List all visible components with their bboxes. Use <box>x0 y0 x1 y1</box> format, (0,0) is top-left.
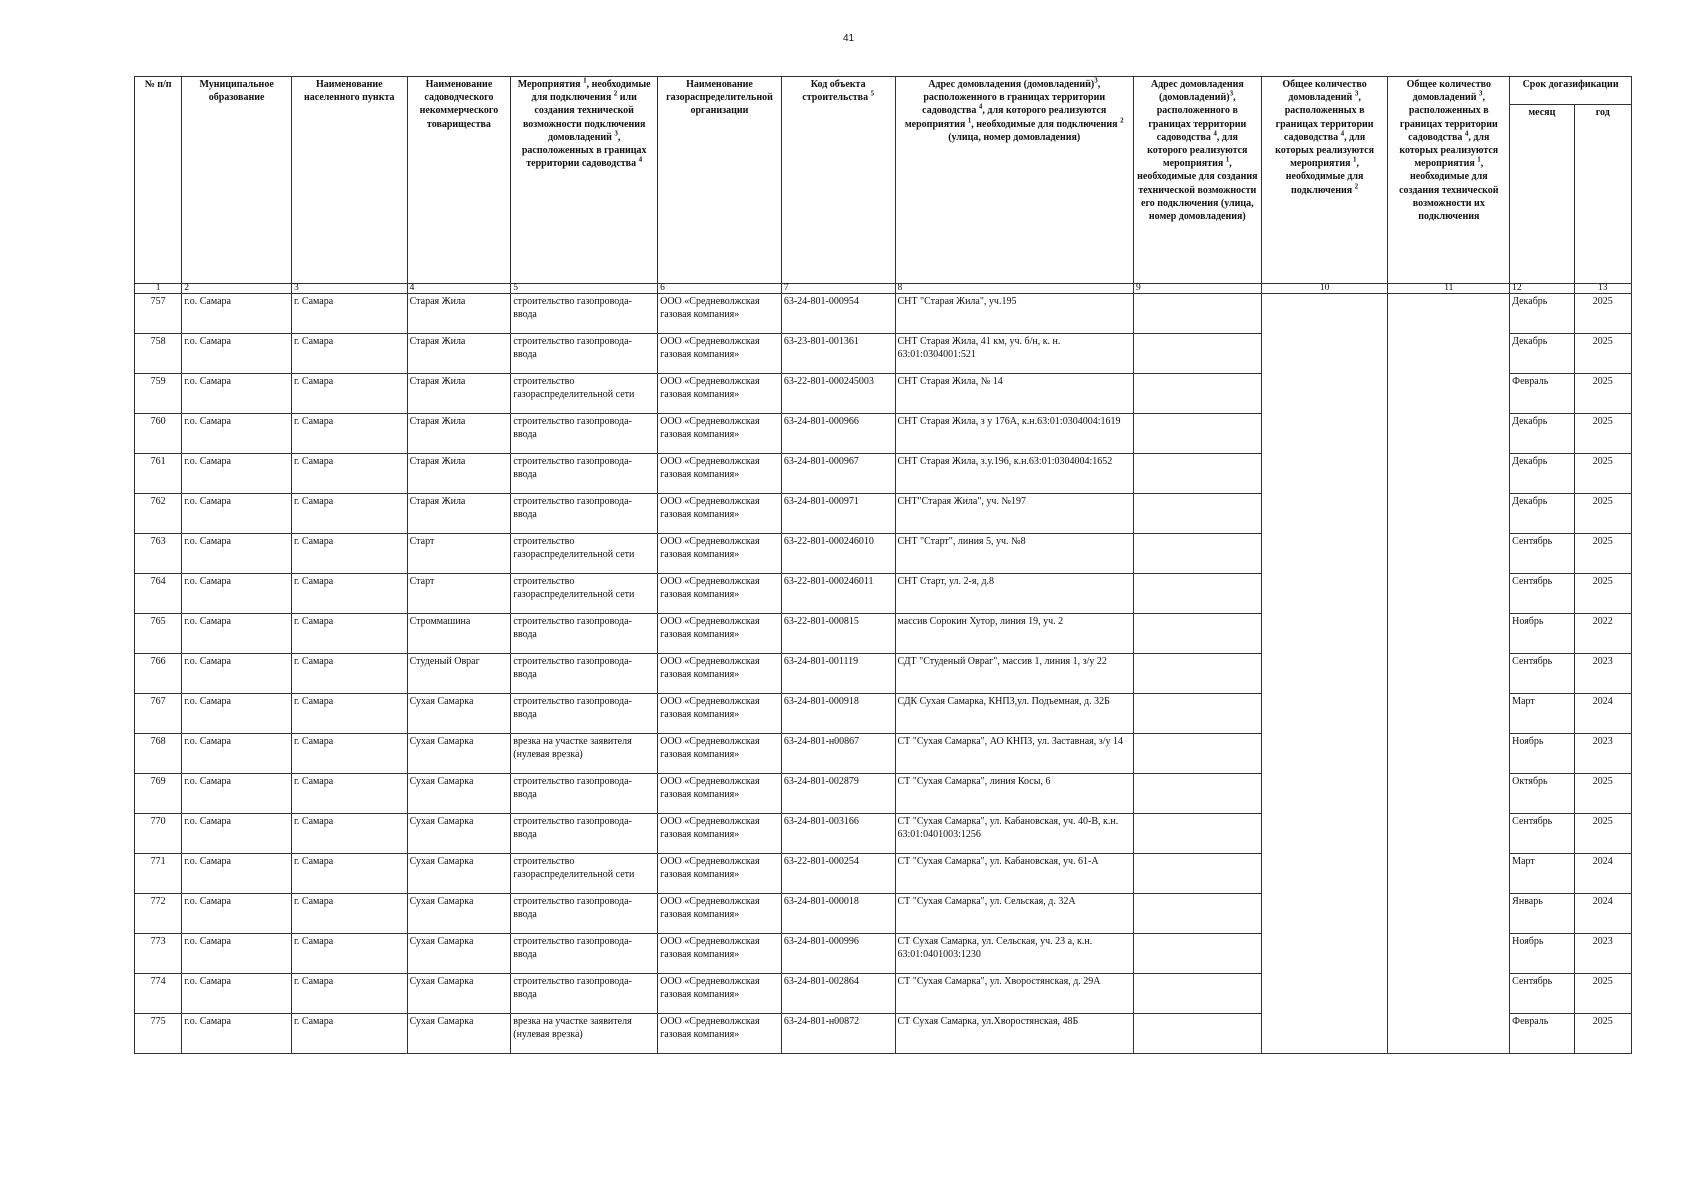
object-code-cell: 63-22-801-000246011 <box>781 574 895 614</box>
month-cell: Декабрь <box>1510 454 1574 494</box>
table-row <box>135 694 1632 734</box>
gas-organization-cell: ООО «Средневолжская газовая компания» <box>658 854 782 894</box>
municipality-cell: г.о. Самара <box>182 294 292 334</box>
settlement-cell: г. Самара <box>291 1014 407 1054</box>
year-cell: 2025 <box>1574 414 1631 454</box>
measure-cell: строительство газораспределительной сети <box>511 854 658 894</box>
count-connection-cell <box>1261 494 1388 534</box>
column-number-cell: 1 <box>135 284 182 294</box>
partnership-cell: Старая Жила <box>407 334 511 374</box>
municipality-cell: г.о. Самара <box>182 574 292 614</box>
row-number-cell: 763 <box>135 534 182 574</box>
count-technical-cell <box>1388 614 1510 654</box>
header-gasification-term: Срок догазификации <box>1510 77 1632 105</box>
partnership-cell: Строммашина <box>407 614 511 654</box>
partnership-cell: Старая Жила <box>407 374 511 414</box>
municipality-cell: г.о. Самара <box>182 454 292 494</box>
count-technical-cell <box>1388 454 1510 494</box>
measure-cell: строительство газопровода-ввода <box>511 974 658 1014</box>
row-number-cell: 775 <box>135 1014 182 1054</box>
year-cell: 2025 <box>1574 1014 1631 1054</box>
header-settlement: Наименование населенного пункта <box>291 77 407 284</box>
year-cell: 2025 <box>1574 454 1631 494</box>
object-code-cell: 63-24-801-000996 <box>781 934 895 974</box>
gas-organization-cell: ООО «Средневолжская газовая компания» <box>658 414 782 454</box>
month-cell: Декабрь <box>1510 294 1574 334</box>
table-row <box>135 294 1632 334</box>
measure-cell: строительство газопровода-ввода <box>511 814 658 854</box>
settlement-cell: г. Самара <box>291 294 407 334</box>
object-code-cell: 63-24-801-001119 <box>781 654 895 694</box>
address-technical-cell <box>1133 374 1261 414</box>
object-code-cell: 63-24-801-003166 <box>781 814 895 854</box>
settlement-cell: г. Самара <box>291 454 407 494</box>
header-municipality: Муниципальное образование <box>182 77 292 284</box>
object-code-cell: 63-24-801-000918 <box>781 694 895 734</box>
municipality-cell: г.о. Самара <box>182 774 292 814</box>
gas-organization-cell: ООО «Средневолжская газовая компания» <box>658 814 782 854</box>
municipality-cell: г.о. Самара <box>182 734 292 774</box>
settlement-cell: г. Самара <box>291 694 407 734</box>
table-row <box>135 654 1632 694</box>
measure-cell: строительство газораспределительной сети <box>511 374 658 414</box>
count-connection-cell <box>1261 534 1388 574</box>
address-technical-cell <box>1133 814 1261 854</box>
object-code-cell: 63-22-801-000246010 <box>781 534 895 574</box>
gas-organization-cell: ООО «Средневолжская газовая компания» <box>658 574 782 614</box>
partnership-cell: Сухая Самарка <box>407 854 511 894</box>
gas-organization-cell: ООО «Средневолжская газовая компания» <box>658 934 782 974</box>
municipality-cell: г.о. Самара <box>182 894 292 934</box>
gas-organization-cell: ООО «Средневолжская газовая компания» <box>658 534 782 574</box>
object-code-cell: 63-24-801-н00867 <box>781 734 895 774</box>
address-technical-cell <box>1133 774 1261 814</box>
partnership-cell: Сухая Самарка <box>407 734 511 774</box>
municipality-cell: г.о. Самара <box>182 934 292 974</box>
address-connection-cell: СДТ "Студеный Овраг", массив 1, линия 1, з/у 22 <box>895 654 1133 694</box>
partnership-cell: Сухая Самарка <box>407 894 511 934</box>
count-connection-cell <box>1261 1014 1388 1054</box>
address-technical-cell <box>1133 934 1261 974</box>
measure-cell: строительство газопровода-ввода <box>511 934 658 974</box>
count-technical-cell <box>1388 814 1510 854</box>
municipality-cell: г.о. Самара <box>182 494 292 534</box>
column-number-cell: 11 <box>1388 284 1510 294</box>
partnership-cell: Сухая Самарка <box>407 1014 511 1054</box>
count-technical-cell <box>1388 1014 1510 1054</box>
gas-organization-cell: ООО «Средневолжская газовая компания» <box>658 334 782 374</box>
count-technical-cell <box>1388 774 1510 814</box>
year-cell: 2025 <box>1574 774 1631 814</box>
table-row <box>135 854 1632 894</box>
address-technical-cell <box>1133 494 1261 534</box>
year-cell: 2025 <box>1574 374 1631 414</box>
count-technical-cell <box>1388 294 1510 334</box>
address-connection-cell: СТ Сухая Самарка, ул.Хворостянская, 48Б <box>895 1014 1133 1054</box>
count-connection-cell <box>1261 894 1388 934</box>
row-number-cell: 764 <box>135 574 182 614</box>
count-connection-cell <box>1261 694 1388 734</box>
year-cell: 2025 <box>1574 974 1631 1014</box>
object-code-cell: 63-24-801-000967 <box>781 454 895 494</box>
table-row <box>135 374 1632 414</box>
municipality-cell: г.о. Самара <box>182 1014 292 1054</box>
address-connection-cell: СТ "Сухая Самарка", ул. Кабановская, уч. 40-В, к.н. 63:01:0401003:1256 <box>895 814 1133 854</box>
measure-cell: строительство газопровода-ввода <box>511 694 658 734</box>
year-cell: 2025 <box>1574 294 1631 334</box>
table-row <box>135 534 1632 574</box>
address-connection-cell: СНТ Старая Жила, з.у.196, к.н.63:01:0304004:1652 <box>895 454 1133 494</box>
table-row <box>135 494 1632 534</box>
count-connection-cell <box>1261 854 1388 894</box>
object-code-cell: 63-23-801-001361 <box>781 334 895 374</box>
year-cell: 2025 <box>1574 534 1631 574</box>
partnership-cell: Старт <box>407 534 511 574</box>
column-number-cell: 5 <box>511 284 658 294</box>
settlement-cell: г. Самара <box>291 854 407 894</box>
address-connection-cell: СНТ Старая Жила, № 14 <box>895 374 1133 414</box>
address-technical-cell <box>1133 654 1261 694</box>
header-partnership: Наименование садоводческого некоммерческого товарищества <box>407 77 511 284</box>
table-row <box>135 1014 1632 1054</box>
object-code-cell: 63-22-801-000245003 <box>781 374 895 414</box>
municipality-cell: г.о. Самара <box>182 854 292 894</box>
partnership-cell: Старая Жила <box>407 414 511 454</box>
count-technical-cell <box>1388 734 1510 774</box>
count-connection-cell <box>1261 414 1388 454</box>
municipality-cell: г.о. Самара <box>182 414 292 454</box>
measure-cell: строительство газораспределительной сети <box>511 534 658 574</box>
row-number-cell: 762 <box>135 494 182 534</box>
header-address-technical: Адрес домовладения (домовладений)$^3$, расположенного в границах территории садоводства $^4$, для которого реализуются мероприятия $^1$, необходимые для создания технической возможности его подключения (улица, номер домовладения) <box>1133 77 1261 284</box>
gasification-table <box>134 76 1632 1054</box>
column-number-cell: 10 <box>1261 284 1388 294</box>
object-code-cell: 63-22-801-000815 <box>781 614 895 654</box>
municipality-cell: г.о. Самара <box>182 974 292 1014</box>
row-number-cell: 767 <box>135 694 182 734</box>
settlement-cell: г. Самара <box>291 814 407 854</box>
header-year: год <box>1574 105 1631 284</box>
header-measures: Мероприятия $^1$, необходимые для подключения $^2$ или создания технической возможности подключения домовладений $^3$, расположенных в границах территории садоводства $^4$ <box>511 77 658 284</box>
address-connection-cell: массив Сорокин Хутор, линия 19, уч. 2 <box>895 614 1133 654</box>
measure-cell: строительство газопровода-ввода <box>511 614 658 654</box>
month-cell: Октябрь <box>1510 774 1574 814</box>
measure-cell: строительство газопровода-ввода <box>511 294 658 334</box>
municipality-cell: г.о. Самара <box>182 374 292 414</box>
address-technical-cell <box>1133 414 1261 454</box>
row-number-cell: 760 <box>135 414 182 454</box>
gas-organization-cell: ООО «Средневолжская газовая компания» <box>658 694 782 734</box>
row-number-cell: 768 <box>135 734 182 774</box>
settlement-cell: г. Самара <box>291 534 407 574</box>
month-cell: Февраль <box>1510 1014 1574 1054</box>
address-technical-cell <box>1133 854 1261 894</box>
count-technical-cell <box>1388 694 1510 734</box>
year-cell: 2023 <box>1574 934 1631 974</box>
table-body <box>135 294 1632 1054</box>
count-connection-cell <box>1261 934 1388 974</box>
table-row <box>135 774 1632 814</box>
column-number-cell: 8 <box>895 284 1133 294</box>
settlement-cell: г. Самара <box>291 734 407 774</box>
year-cell: 2025 <box>1574 494 1631 534</box>
count-technical-cell <box>1388 974 1510 1014</box>
municipality-cell: г.о. Самара <box>182 534 292 574</box>
row-number-cell: 770 <box>135 814 182 854</box>
month-cell: Сентябрь <box>1510 654 1574 694</box>
column-number-cell: 7 <box>781 284 895 294</box>
row-number-cell: 773 <box>135 934 182 974</box>
month-cell: Декабрь <box>1510 334 1574 374</box>
column-number-cell: 13 <box>1574 284 1631 294</box>
gas-organization-cell: ООО «Средневолжская газовая компания» <box>658 494 782 534</box>
count-connection-cell <box>1261 614 1388 654</box>
address-connection-cell: СТ Сухая Самарка, ул. Сельская, уч. 23 а, к.н. 63:01:0401003:1230 <box>895 934 1133 974</box>
month-cell: Декабрь <box>1510 414 1574 454</box>
municipality-cell: г.о. Самара <box>182 334 292 374</box>
municipality-cell: г.о. Самара <box>182 814 292 854</box>
column-numbers-row <box>135 284 1632 294</box>
header-number: № п/п <box>135 77 182 284</box>
table-row <box>135 814 1632 854</box>
address-connection-cell: СТ "Сухая Самарка", ул. Хворостянская, д. 29А <box>895 974 1133 1014</box>
row-number-cell: 759 <box>135 374 182 414</box>
partnership-cell: Старая Жила <box>407 454 511 494</box>
gas-organization-cell: ООО «Средневолжская газовая компания» <box>658 294 782 334</box>
column-number-cell: 12 <box>1510 284 1574 294</box>
measure-cell: строительство газораспределительной сети <box>511 574 658 614</box>
address-technical-cell <box>1133 334 1261 374</box>
count-connection-cell <box>1261 974 1388 1014</box>
object-code-cell: 63-24-801-002879 <box>781 774 895 814</box>
address-connection-cell: СТ "Сухая Самарка", линия Косы, 6 <box>895 774 1133 814</box>
gas-organization-cell: ООО «Средневолжская газовая компания» <box>658 974 782 1014</box>
address-technical-cell <box>1133 294 1261 334</box>
count-connection-cell <box>1261 774 1388 814</box>
count-technical-cell <box>1388 414 1510 454</box>
address-technical-cell <box>1133 534 1261 574</box>
partnership-cell: Старая Жила <box>407 494 511 534</box>
settlement-cell: г. Самара <box>291 374 407 414</box>
table-row <box>135 934 1632 974</box>
header-address-connection: Адрес домовладения (домовладений)$^3$, расположенного в границах территории садоводства $^4$, для которого реализуются мероприятия $^1$, необходимые для подключения $^2$ (улица, номер домовладения) <box>895 77 1133 284</box>
column-number-cell: 4 <box>407 284 511 294</box>
settlement-cell: г. Самара <box>291 614 407 654</box>
address-technical-cell <box>1133 1014 1261 1054</box>
address-technical-cell <box>1133 614 1261 654</box>
row-number-cell: 774 <box>135 974 182 1014</box>
gas-organization-cell: ООО «Средневолжская газовая компания» <box>658 734 782 774</box>
table-row <box>135 574 1632 614</box>
month-cell: Январь <box>1510 894 1574 934</box>
row-number-cell: 758 <box>135 334 182 374</box>
object-code-cell: 63-24-801-н00872 <box>781 1014 895 1054</box>
count-technical-cell <box>1388 334 1510 374</box>
partnership-cell: Сухая Самарка <box>407 974 511 1014</box>
address-connection-cell: СТ "Сухая Самарка", ул. Кабановская, уч. 61-А <box>895 854 1133 894</box>
address-technical-cell <box>1133 894 1261 934</box>
address-connection-cell: СТ "Сухая Самарка", ул. Сельская, д. 32А <box>895 894 1133 934</box>
gas-organization-cell: ООО «Средневолжская газовая компания» <box>658 774 782 814</box>
gas-organization-cell: ООО «Средневолжская газовая компания» <box>658 454 782 494</box>
object-code-cell: 63-24-801-000971 <box>781 494 895 534</box>
header-month: месяц <box>1510 105 1574 284</box>
table-row <box>135 334 1632 374</box>
object-code-cell: 63-24-801-000954 <box>781 294 895 334</box>
address-technical-cell <box>1133 454 1261 494</box>
partnership-cell: Сухая Самарка <box>407 694 511 734</box>
column-number-cell: 9 <box>1133 284 1261 294</box>
year-cell: 2024 <box>1574 894 1631 934</box>
row-number-cell: 772 <box>135 894 182 934</box>
settlement-cell: г. Самара <box>291 414 407 454</box>
row-number-cell: 766 <box>135 654 182 694</box>
address-connection-cell: СНТ Старт, ул. 2-я, д.8 <box>895 574 1133 614</box>
settlement-cell: г. Самара <box>291 494 407 534</box>
header-object-code: Код объекта строительства $^5$ <box>781 77 895 284</box>
measure-cell: строительство газопровода-ввода <box>511 454 658 494</box>
count-technical-cell <box>1388 494 1510 534</box>
year-cell: 2025 <box>1574 814 1631 854</box>
measure-cell: строительство газопровода-ввода <box>511 494 658 534</box>
month-cell: Ноябрь <box>1510 934 1574 974</box>
month-cell: Ноябрь <box>1510 614 1574 654</box>
gas-organization-cell: ООО «Средневолжская газовая компания» <box>658 894 782 934</box>
measure-cell: строительство газопровода-ввода <box>511 654 658 694</box>
month-cell: Сентябрь <box>1510 534 1574 574</box>
settlement-cell: г. Самара <box>291 974 407 1014</box>
month-cell: Ноябрь <box>1510 734 1574 774</box>
partnership-cell: Студеный Овраг <box>407 654 511 694</box>
measure-cell: строительство газопровода-ввода <box>511 334 658 374</box>
table-row <box>135 414 1632 454</box>
month-cell: Февраль <box>1510 374 1574 414</box>
address-connection-cell: СДК Сухая Самарка, КНПЗ,ул. Подъемная, д. 32Б <box>895 694 1133 734</box>
count-connection-cell <box>1261 294 1388 334</box>
row-number-cell: 761 <box>135 454 182 494</box>
gas-organization-cell: ООО «Средневолжская газовая компания» <box>658 654 782 694</box>
count-connection-cell <box>1261 734 1388 774</box>
municipality-cell: г.о. Самара <box>182 654 292 694</box>
year-cell: 2025 <box>1574 334 1631 374</box>
header-gas-organization: Наименование газораспределительной организации <box>658 77 782 284</box>
count-technical-cell <box>1388 894 1510 934</box>
count-connection-cell <box>1261 374 1388 414</box>
month-cell: Сентябрь <box>1510 814 1574 854</box>
municipality-cell: г.о. Самара <box>182 614 292 654</box>
object-code-cell: 63-24-801-002864 <box>781 974 895 1014</box>
row-number-cell: 757 <box>135 294 182 334</box>
address-technical-cell <box>1133 734 1261 774</box>
measure-cell: строительство газопровода-ввода <box>511 774 658 814</box>
partnership-cell: Сухая Самарка <box>407 934 511 974</box>
row-number-cell: 771 <box>135 854 182 894</box>
year-cell: 2023 <box>1574 734 1631 774</box>
count-connection-cell <box>1261 574 1388 614</box>
count-technical-cell <box>1388 934 1510 974</box>
year-cell: 2023 <box>1574 654 1631 694</box>
address-connection-cell: СНТ "Старт", линия 5, уч. №8 <box>895 534 1133 574</box>
measure-cell: строительство газопровода-ввода <box>511 414 658 454</box>
table-row <box>135 974 1632 1014</box>
count-connection-cell <box>1261 654 1388 694</box>
month-cell: Март <box>1510 694 1574 734</box>
year-cell: 2024 <box>1574 694 1631 734</box>
address-connection-cell: СНТ"Старая Жила", уч. №197 <box>895 494 1133 534</box>
address-technical-cell <box>1133 694 1261 734</box>
table-row <box>135 894 1632 934</box>
measure-cell: врезка на участке заявителя (нулевая врезка) <box>511 734 658 774</box>
row-number-cell: 769 <box>135 774 182 814</box>
gas-organization-cell: ООО «Средневолжская газовая компания» <box>658 1014 782 1054</box>
month-cell: Декабрь <box>1510 494 1574 534</box>
settlement-cell: г. Самара <box>291 654 407 694</box>
column-number-cell: 6 <box>658 284 782 294</box>
address-technical-cell <box>1133 974 1261 1014</box>
header-count-technical: Общее количество домовладений $^3$, расположенных в границах территории садоводства $^4$, для которых реализуются мероприятия $^1$, необходимые для создания технической возможности их подключения <box>1388 77 1510 284</box>
header-count-connection: Общее количество домовладений $^3$, расположенных в границах территории садоводства $^4$, для которых реализуются мероприятия $^1$, необходимые для подключения $^2$ <box>1261 77 1388 284</box>
settlement-cell: г. Самара <box>291 934 407 974</box>
count-connection-cell <box>1261 334 1388 374</box>
partnership-cell: Сухая Самарка <box>407 774 511 814</box>
settlement-cell: г. Самара <box>291 894 407 934</box>
partnership-cell: Старт <box>407 574 511 614</box>
settlement-cell: г. Самара <box>291 774 407 814</box>
measure-cell: врезка на участке заявителя (нулевая врезка) <box>511 1014 658 1054</box>
year-cell: 2025 <box>1574 574 1631 614</box>
page-number: 41 <box>842 33 855 44</box>
count-technical-cell <box>1388 574 1510 614</box>
table-row <box>135 734 1632 774</box>
count-technical-cell <box>1388 654 1510 694</box>
object-code-cell: 63-22-801-000254 <box>781 854 895 894</box>
year-cell: 2024 <box>1574 854 1631 894</box>
address-connection-cell: СТ "Сухая Самарка", АО КНПЗ, ул. Заставная, з/у 14 <box>895 734 1133 774</box>
column-number-cell: 3 <box>291 284 407 294</box>
gas-organization-cell: ООО «Средневолжская газовая компания» <box>658 374 782 414</box>
gas-organization-cell: ООО «Средневолжская газовая компания» <box>658 614 782 654</box>
month-cell: Сентябрь <box>1510 974 1574 1014</box>
year-cell: 2022 <box>1574 614 1631 654</box>
count-technical-cell <box>1388 854 1510 894</box>
object-code-cell: 63-24-801-000018 <box>781 894 895 934</box>
partnership-cell: Сухая Самарка <box>407 814 511 854</box>
settlement-cell: г. Самара <box>291 334 407 374</box>
count-technical-cell <box>1388 534 1510 574</box>
address-technical-cell <box>1133 574 1261 614</box>
address-connection-cell: СНТ "Старая Жила", уч.195 <box>895 294 1133 334</box>
count-technical-cell <box>1388 374 1510 414</box>
table-row <box>135 614 1632 654</box>
count-connection-cell <box>1261 814 1388 854</box>
table-row <box>135 454 1632 494</box>
address-connection-cell: СНТ Старая Жила, з у 176А, к.н.63:01:0304004:1619 <box>895 414 1133 454</box>
month-cell: Сентябрь <box>1510 574 1574 614</box>
partnership-cell: Старая Жила <box>407 294 511 334</box>
row-number-cell: 765 <box>135 614 182 654</box>
municipality-cell: г.о. Самара <box>182 694 292 734</box>
address-connection-cell: СНТ Старая Жила, 41 км, уч. б/н, к. н. 63:01:0304001:521 <box>895 334 1133 374</box>
settlement-cell: г. Самара <box>291 574 407 614</box>
column-number-cell: 2 <box>182 284 292 294</box>
count-connection-cell <box>1261 454 1388 494</box>
object-code-cell: 63-24-801-000966 <box>781 414 895 454</box>
month-cell: Март <box>1510 854 1574 894</box>
measure-cell: строительство газопровода-ввода <box>511 894 658 934</box>
